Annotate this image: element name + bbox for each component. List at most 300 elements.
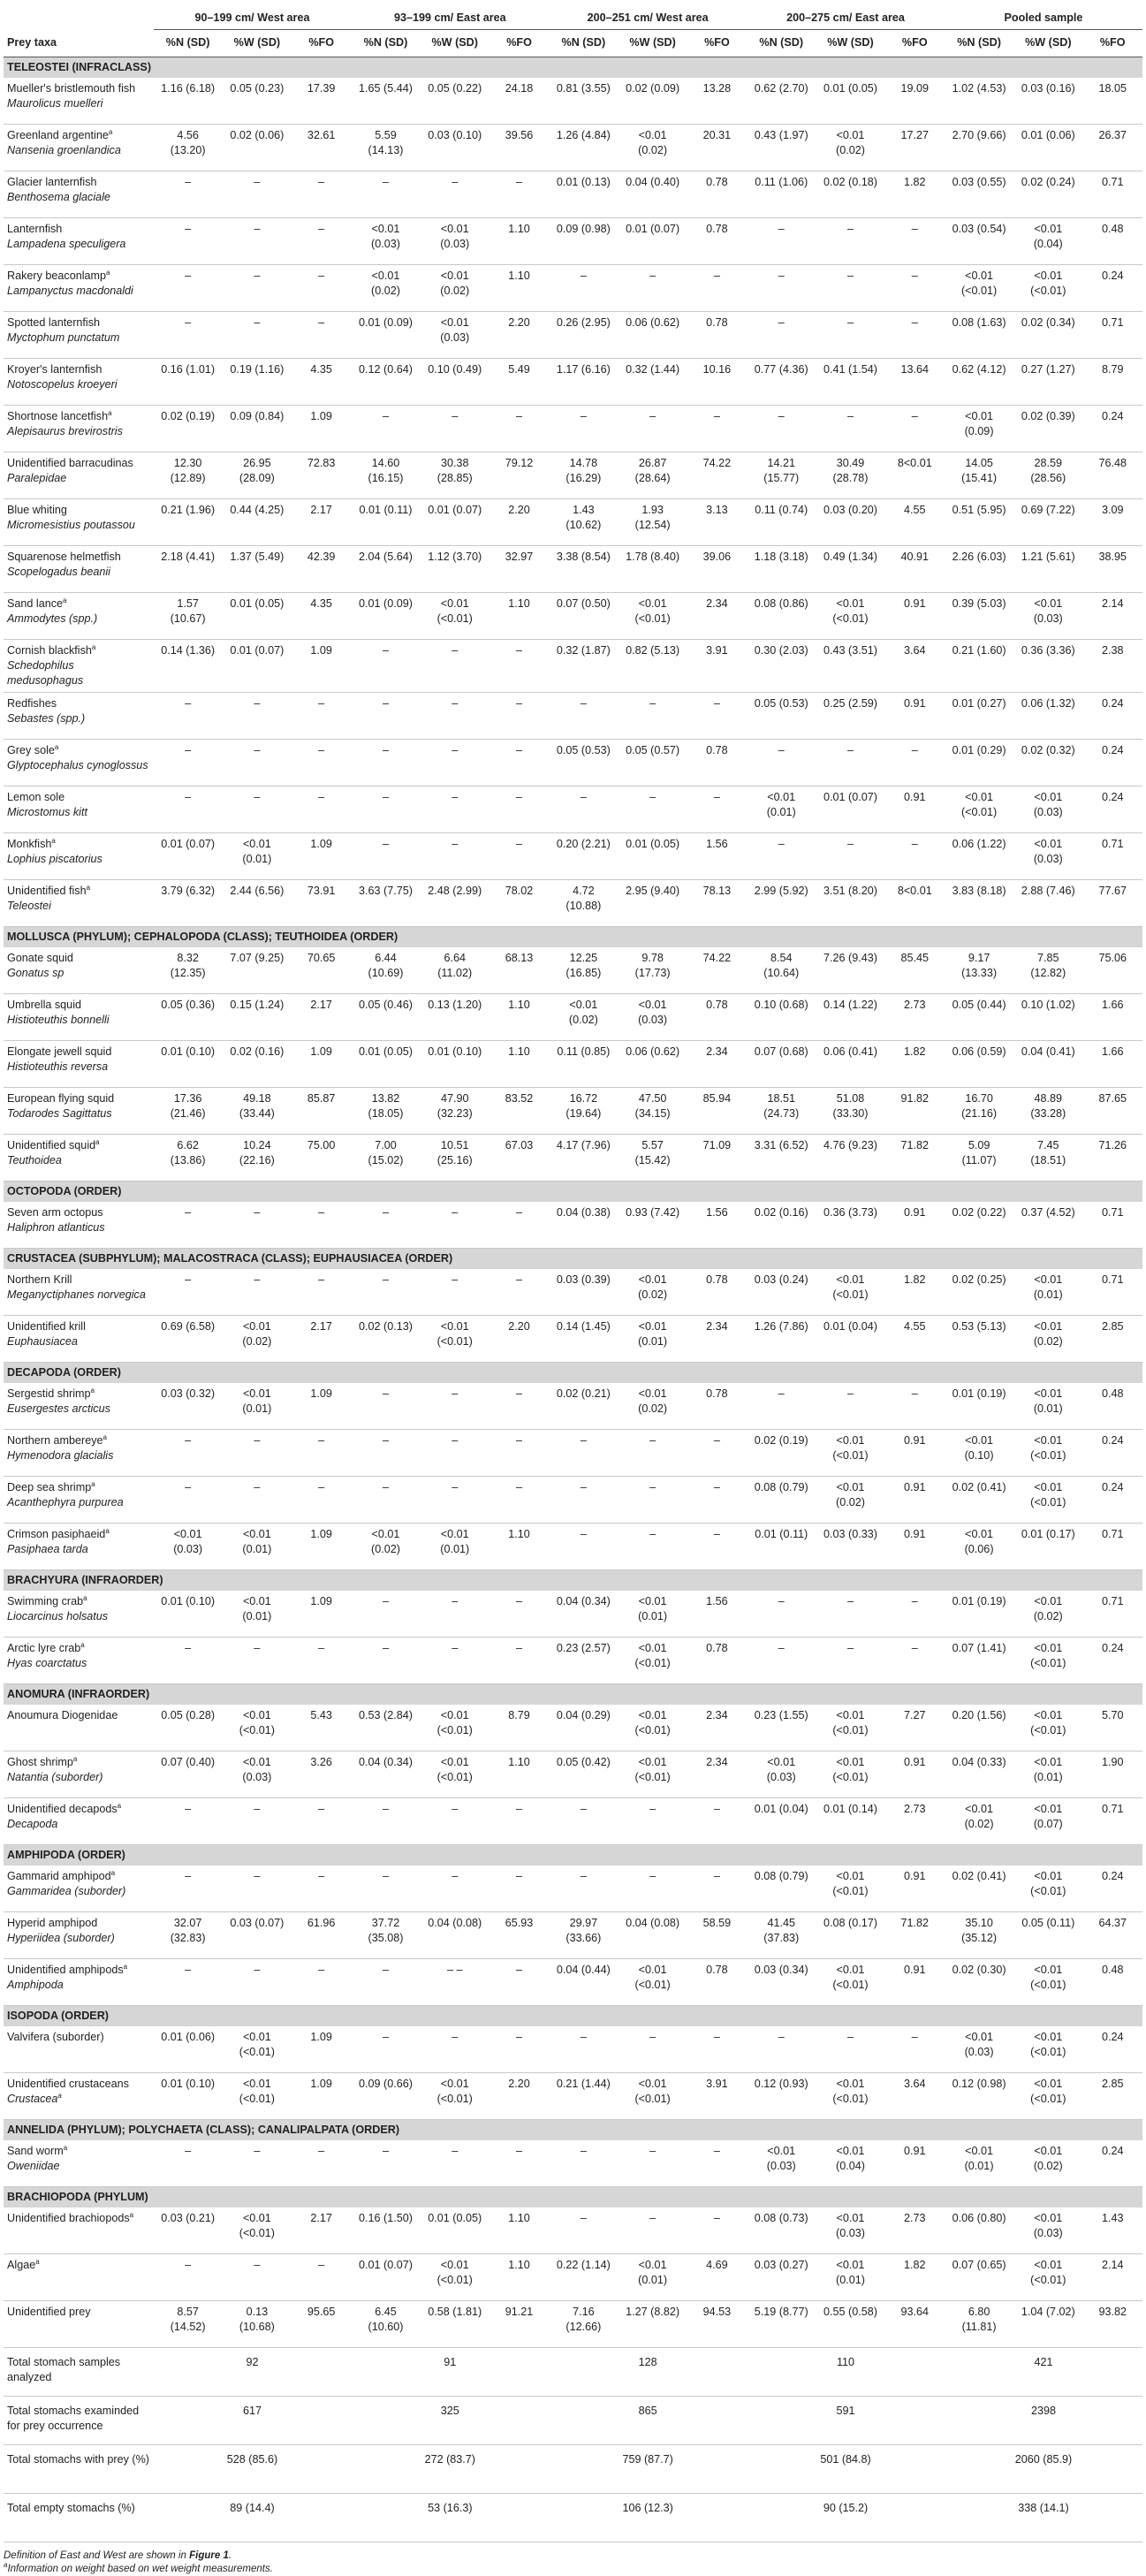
value-cell: <0.01 (0.01) [223, 1591, 292, 1638]
value-cell: 76.48 [1082, 452, 1142, 499]
value-cell: 71.82 [885, 1135, 945, 1182]
value-cell: 0.71 [1082, 1591, 1142, 1638]
value-cell: 0.02 (0.39) [1013, 406, 1082, 452]
value-cell: 0.91 [885, 1752, 945, 1798]
value-cell: 0.06 (0.59) [945, 1041, 1013, 1088]
value-cell: 1.27 (8.82) [618, 2301, 687, 2348]
value-cell: – [490, 1430, 549, 1477]
value-cell: – [747, 218, 816, 265]
scientific-name: Nansenia groenlandica [7, 144, 121, 156]
value-cell: 30.49 (28.78) [816, 452, 884, 499]
value-cell: 0.13 (1.20) [421, 994, 490, 1041]
value-cell: 0.01 (0.05) [618, 833, 687, 880]
prey-taxon-cell [4, 499, 154, 546]
value-cell: 0.09 (0.66) [351, 2073, 420, 2120]
scientific-name: Meganyctiphanes norvegica [7, 1288, 146, 1301]
value-cell: 77.67 [1082, 880, 1142, 927]
value-cell: <0.01 (0.09) [945, 406, 1013, 452]
value-cell: 0.01 (0.09) [351, 312, 420, 359]
footnote-marker: a [72, 1754, 78, 1763]
value-cell: 0.04 (0.40) [618, 171, 687, 218]
value-cell: 0.08 (0.86) [747, 593, 816, 640]
table-row [4, 499, 1142, 546]
value-cell: <0.01 (<0.01) [1013, 2073, 1082, 2120]
value-cell: – [747, 1638, 816, 1684]
value-cell: <0.01 (0.02) [618, 125, 687, 171]
value-cell: <0.01 (0.03) [421, 218, 490, 265]
value-cell: – [618, 265, 687, 312]
value-cell: 0.71 [1082, 1798, 1142, 1845]
value-cell: – [618, 2207, 687, 2254]
value-cell: 0.01 (0.13) [549, 171, 618, 218]
value-cell: 0.02 (0.32) [1013, 740, 1082, 786]
value-cell: 0.14 (1.22) [816, 994, 884, 1041]
value-cell: 0.06 (1.22) [945, 833, 1013, 880]
value-cell: <0.01 (0.01) [223, 1524, 292, 1570]
value-cell: 0.01 (0.11) [351, 499, 420, 546]
value-cell: <0.01 (<0.01) [618, 1638, 687, 1684]
totals-value: 501 (84.8) [747, 2445, 945, 2494]
group-header: 90–199 cm/ West area [154, 5, 352, 30]
footnote-a: $^a$Information on weight based on wet weight measurements. [4, 2561, 273, 2574]
value-cell: – [490, 1959, 549, 2006]
value-cell: 0.12 (0.93) [747, 2073, 816, 2120]
value-cell: <0.01 (0.02) [549, 994, 618, 1041]
common-name: Kroyer's lanternfish [7, 363, 102, 376]
value-cell: 2.17 [292, 2207, 351, 2254]
value-cell: – [421, 2026, 490, 2073]
footnote-marker: a [110, 1868, 116, 1877]
value-cell: <0.01 (<0.01) [421, 2254, 490, 2301]
table-row [4, 2207, 1142, 2254]
value-cell: 0.24 [1082, 693, 1142, 740]
value-cell: <0.01 (0.07) [1013, 1798, 1082, 1845]
value-cell: – [885, 2026, 945, 2073]
value-cell: 30.38 (28.85) [421, 452, 490, 499]
value-cell: 32.61 [292, 125, 351, 171]
value-cell: <0.01 (0.01) [747, 786, 816, 833]
value-cell: 79.12 [490, 452, 549, 499]
section-title: BRACHYURA (INFRAORDER) [4, 1570, 1142, 1592]
value-cell: 1.66 [1082, 994, 1142, 1041]
value-cell: 0.02 (0.18) [816, 171, 884, 218]
value-cell: 0.91 [885, 1477, 945, 1524]
section-header-row [4, 1570, 1142, 1592]
value-cell: 1.43 [1082, 2207, 1142, 2254]
value-cell: – [223, 171, 292, 218]
value-cell: 1.10 [490, 994, 549, 1041]
scientific-name: Gonatus sp [7, 967, 65, 979]
value-cell: – [618, 2140, 687, 2187]
value-cell: 0.02 (0.16) [747, 1202, 816, 1249]
value-cell: 1.78 (8.40) [618, 546, 687, 593]
value-cell: – [351, 740, 420, 786]
value-cell: 0.11 (1.06) [747, 171, 816, 218]
value-cell: – [490, 1383, 549, 1430]
value-cell: 0.24 [1082, 2140, 1142, 2187]
value-cell: 0.91 [885, 1524, 945, 1570]
value-cell: 14.05 (15.41) [945, 452, 1013, 499]
value-cell: 2.17 [292, 499, 351, 546]
value-cell: 0.01 (0.29) [945, 740, 1013, 786]
value-cell: – [351, 786, 420, 833]
value-cell: 0.03 (0.07) [223, 1912, 292, 1959]
value-cell: <0.01 (0.01) [618, 1591, 687, 1638]
value-cell: <0.01 (0.02) [1013, 2140, 1082, 2187]
common-name: Seven arm octopus [7, 1206, 103, 1219]
prey-taxon-cell [4, 1798, 154, 1845]
value-cell: – [351, 1202, 420, 1249]
value-cell: <0.01 (0.02) [945, 1798, 1013, 1845]
value-cell: – [292, 1798, 351, 1845]
footnote-marker: a [91, 642, 96, 651]
value-cell: <0.01 (0.03) [421, 312, 490, 359]
table-row [4, 1430, 1142, 1477]
section-header-row [4, 1684, 1142, 1706]
value-cell: 9.78 (17.73) [618, 947, 687, 994]
table-row [4, 1135, 1142, 1182]
value-cell: 0.05 (0.44) [945, 994, 1013, 1041]
value-cell: 4.72 (10.88) [549, 880, 618, 927]
value-cell: 0.04 (0.08) [421, 1912, 490, 1959]
value-cell: 61.96 [292, 1912, 351, 1959]
value-cell: <0.01 (0.02) [351, 1524, 420, 1570]
value-cell: 0.91 [885, 2140, 945, 2187]
value-cell: 17.36 (21.46) [154, 1088, 223, 1135]
value-cell: 0.71 [1082, 312, 1142, 359]
value-cell: 0.07 (0.65) [945, 2254, 1013, 2301]
value-cell: – [490, 2140, 549, 2187]
scientific-name: Haliphron atlanticus [7, 1221, 105, 1234]
table-row [4, 833, 1142, 880]
table-row [4, 1798, 1142, 1845]
value-cell: 2.17 [292, 1316, 351, 1363]
value-cell: – [421, 640, 490, 693]
common-name: Crimson pasiphaeid$^a$ [7, 1526, 110, 1540]
value-cell: – [687, 1430, 747, 1477]
section-header-row [4, 1363, 1142, 1384]
value-cell: 6.45 (10.60) [351, 2301, 420, 2348]
value-cell: 49.18 (33.44) [223, 1088, 292, 1135]
value-cell: 29.97 (33.66) [549, 1912, 618, 1959]
common-name: Glacier lanternfish [7, 176, 97, 188]
value-cell: 71.26 [1082, 1135, 1142, 1182]
value-cell: <0.01 (0.03) [816, 2207, 884, 2254]
value-cell: 0.78 [687, 1959, 747, 2006]
footnote-marker: a [54, 742, 59, 751]
footnote-marker: a [86, 883, 91, 892]
value-cell: – [490, 693, 549, 740]
column-header: %FO [506, 36, 532, 49]
value-cell: 8.79 [490, 1705, 549, 1752]
value-cell: <0.01 (<0.01) [1013, 265, 1082, 312]
value-cell: – [421, 171, 490, 218]
prey-taxon-cell [4, 406, 154, 452]
value-cell: 78.13 [687, 880, 747, 927]
value-cell: 3.31 (6.52) [747, 1135, 816, 1182]
value-cell: 0.08 (0.73) [747, 2207, 816, 2254]
value-cell: 0.01 (0.09) [351, 593, 420, 640]
totals-value: 91 [351, 2348, 549, 2397]
value-cell: 91.21 [490, 2301, 549, 2348]
value-cell: – [154, 312, 223, 359]
totals-value: 617 [154, 2397, 352, 2445]
value-cell: – [223, 1477, 292, 1524]
footnote-marker: a [117, 1801, 122, 1810]
table-row [4, 994, 1142, 1041]
value-cell: 0.39 (5.03) [945, 593, 1013, 640]
section-header-row [4, 2187, 1142, 2208]
value-cell: 0.20 (1.56) [945, 1705, 1013, 1752]
value-cell: 0.02 (0.34) [1013, 312, 1082, 359]
value-cell: 7.00 (15.02) [351, 1135, 420, 1182]
value-cell: – [292, 312, 351, 359]
value-cell: 1.09 [292, 1383, 351, 1430]
value-cell: 1.56 [687, 833, 747, 880]
value-cell: 4.76 (9.23) [816, 1135, 884, 1182]
totals-label: Total stomach samples analyzed [4, 2348, 154, 2397]
value-cell: 1.26 (4.84) [549, 125, 618, 171]
value-cell: 0.01 (0.05) [351, 1041, 420, 1088]
common-name: Mueller's bristlemouth fish [7, 82, 136, 95]
value-cell: <0.01 (0.01) [1013, 1269, 1082, 1316]
value-cell: 4.35 [292, 593, 351, 640]
value-cell: 0.12 (0.64) [351, 359, 420, 406]
common-name: Lanternfish [7, 223, 63, 235]
value-cell: 0.01 (0.05) [816, 78, 884, 125]
totals-row [4, 2348, 1142, 2397]
value-cell: – [292, 218, 351, 265]
value-cell: 5.57 (15.42) [618, 1135, 687, 1182]
value-cell: – [885, 833, 945, 880]
totals-label: Total stomachs with prey (%) [4, 2445, 154, 2494]
prey-taxon-cell [4, 1524, 154, 1570]
value-cell: <0.01 (0.02) [618, 1383, 687, 1430]
value-cell: – [351, 406, 420, 452]
value-cell: 3.38 (8.54) [549, 546, 618, 593]
table-row [4, 1316, 1142, 1363]
value-cell: 4.17 (7.96) [549, 1135, 618, 1182]
value-cell: 0.08 (1.63) [945, 312, 1013, 359]
value-cell: 1.10 [490, 1752, 549, 1798]
value-cell: 0.11 (0.74) [747, 499, 816, 546]
table-row [4, 786, 1142, 833]
value-cell: – [154, 1477, 223, 1524]
value-cell: – [549, 1524, 618, 1570]
value-cell: 0.24 [1082, 1638, 1142, 1684]
value-cell: 0.05 (0.42) [549, 1752, 618, 1798]
value-cell: <0.01 (<0.01) [618, 593, 687, 640]
value-cell: – [687, 1798, 747, 1845]
scientific-name: Benthosema glaciale [7, 191, 110, 203]
value-cell: 42.39 [292, 546, 351, 593]
value-cell: – [292, 2140, 351, 2187]
value-cell: 0.01 (0.07) [223, 640, 292, 693]
value-cell: – [223, 312, 292, 359]
value-cell: – [618, 1430, 687, 1477]
value-cell: 47.50 (34.15) [618, 1088, 687, 1135]
value-cell: – [816, 1591, 884, 1638]
value-cell: 0.01 (0.10) [154, 1041, 223, 1088]
prey-taxon-cell [4, 1316, 154, 1363]
value-cell: 3.64 [885, 2073, 945, 2120]
footnote-marker: a [83, 1593, 87, 1602]
value-cell: 0.53 (5.13) [945, 1316, 1013, 1363]
value-cell: 0.01 (0.07) [816, 786, 884, 833]
value-cell: – [549, 2140, 618, 2187]
table-row [4, 593, 1142, 640]
scientific-name: Oweniidae [7, 2160, 60, 2172]
value-cell: – [618, 406, 687, 452]
value-cell: 65.93 [490, 1912, 549, 1959]
value-cell: – [549, 406, 618, 452]
table-row [4, 1866, 1142, 1912]
value-cell: 0.08 (0.17) [816, 1912, 884, 1959]
value-cell: – [687, 2026, 747, 2073]
table-row [4, 125, 1142, 171]
table-row [4, 1705, 1142, 1752]
value-cell: – [687, 1866, 747, 1912]
value-cell: <0.01 (0.02) [618, 1269, 687, 1316]
value-cell: – [816, 312, 884, 359]
value-cell: 0.24 [1082, 1866, 1142, 1912]
totals-value: 90 (15.2) [747, 2494, 945, 2542]
value-cell: 0.09 (0.98) [549, 218, 618, 265]
value-cell: 0.78 [687, 218, 747, 265]
section-title: MOLLUSCA (PHYLUM); CEPHALOPODA (CLASS); TEUTHOIDEA (ORDER) [4, 927, 1142, 948]
value-cell: – [618, 1798, 687, 1845]
value-cell: – [351, 2026, 420, 2073]
value-cell: 0.91 [885, 786, 945, 833]
value-cell: 0.53 (2.84) [351, 1705, 420, 1752]
scientific-name: Paralepidae [7, 472, 67, 484]
table-row [4, 1383, 1142, 1430]
table-row [4, 2073, 1142, 2120]
value-cell: 37.72 (35.08) [351, 1912, 420, 1959]
value-cell: – [816, 740, 884, 786]
value-cell: <0.01 (0.02) [816, 125, 884, 171]
value-cell: – [421, 1430, 490, 1477]
value-cell: 0.03 (0.10) [421, 125, 490, 171]
value-cell: 0.48 [1082, 1383, 1142, 1430]
value-cell: 0.44 (4.25) [223, 499, 292, 546]
value-cell: 1.56 [687, 1202, 747, 1249]
prey-taxon-cell [4, 1866, 154, 1912]
group-header: 200–275 cm/ East area [747, 5, 945, 30]
value-cell: – [549, 1430, 618, 1477]
table-row [4, 2140, 1142, 2187]
value-cell: – [292, 786, 351, 833]
value-cell: 71.82 [885, 1912, 945, 1959]
value-cell: 0.02 (0.19) [154, 406, 223, 452]
value-cell: 0.78 [687, 1638, 747, 1684]
value-cell: 3.13 [687, 499, 747, 546]
value-cell: 0.12 (0.98) [945, 2073, 1013, 2120]
value-cell: – [421, 1477, 490, 1524]
value-cell: 2.73 [885, 2207, 945, 2254]
footnote-marker: a [51, 836, 56, 845]
value-cell: 6.44 (10.69) [351, 947, 420, 994]
value-cell: 0.01 (0.05) [421, 2207, 490, 2254]
value-cell: – [549, 2207, 618, 2254]
common-name: Cornish blackfish$^a$ [7, 642, 96, 657]
value-cell: 0.01 (0.14) [816, 1798, 884, 1845]
value-cell: – [490, 1269, 549, 1316]
value-cell: 0.01 (0.17) [1013, 1524, 1082, 1570]
value-cell: – [351, 171, 420, 218]
section-header-row [4, 57, 1142, 79]
group-header: 200–251 cm/ West area [549, 5, 747, 30]
value-cell: – [351, 1866, 420, 1912]
prey-taxon-cell [4, 2140, 154, 2187]
table-row [4, 740, 1142, 786]
value-cell: 2.85 [1082, 1316, 1142, 1363]
value-cell: 0.69 (7.22) [1013, 499, 1082, 546]
common-name: Arctic lyre crab$^a$ [7, 1640, 85, 1654]
value-cell: – [885, 312, 945, 359]
value-cell: <0.01 (<0.01) [618, 1959, 687, 2006]
value-cell: 0.04 (0.34) [351, 1752, 420, 1798]
value-cell: 74.22 [687, 947, 747, 994]
value-cell: – [618, 2026, 687, 2073]
value-cell: – [687, 2207, 747, 2254]
value-cell: 0.58 (1.81) [421, 2301, 490, 2348]
value-cell: 0.03 (0.27) [747, 2254, 816, 2301]
value-cell: 0.30 (2.03) [747, 640, 816, 693]
value-cell: – [421, 2140, 490, 2187]
value-cell: 2.73 [885, 1798, 945, 1845]
scientific-name: Natantia (suborder) [7, 1771, 103, 1783]
value-cell: 0.25 (2.59) [816, 693, 884, 740]
totals-value: 865 [549, 2397, 747, 2445]
table-row [4, 1041, 1142, 1088]
totals-value: 528 (85.6) [154, 2445, 352, 2494]
value-cell: 0.02 (0.09) [618, 78, 687, 125]
value-cell: 0.01 (0.04) [747, 1798, 816, 1845]
value-cell: 0.01 (0.06) [154, 2026, 223, 2073]
value-cell: <0.01 (0.01) [1013, 1752, 1082, 1798]
prey-taxon-cell [4, 740, 154, 786]
value-cell: 0.36 (3.73) [816, 1202, 884, 1249]
common-name: Spotted lanternfish [7, 316, 101, 329]
value-cell: 0.78 [687, 994, 747, 1041]
value-cell: – [292, 1269, 351, 1316]
value-cell: – [687, 2140, 747, 2187]
value-cell: 0.02 (0.24) [1013, 171, 1082, 218]
value-cell: 0.06 (0.80) [945, 2207, 1013, 2254]
prey-taxon-cell [4, 312, 154, 359]
value-cell: 0.78 [687, 171, 747, 218]
value-cell: 70.65 [292, 947, 351, 994]
value-cell: – [747, 740, 816, 786]
value-cell: – [618, 693, 687, 740]
prey-taxon-cell [4, 218, 154, 265]
scientific-name: Micromesistius poutassou [7, 519, 135, 531]
value-cell: – [687, 786, 747, 833]
scientific-name: Ammodytes (spp.) [7, 612, 98, 625]
section-header-row [4, 927, 1142, 948]
value-cell: <0.01 (<0.01) [223, 2026, 292, 2073]
section-header-row [4, 1845, 1142, 1866]
value-cell: 0.22 (1.14) [549, 2254, 618, 2301]
footnote-marker: a [108, 408, 112, 417]
value-cell: – [816, 406, 884, 452]
value-cell: <0.01 (0.04) [816, 2140, 884, 2187]
value-cell: 17.39 [292, 78, 351, 125]
value-cell: 0.05 (0.28) [154, 1705, 223, 1752]
value-cell: 1.16 (6.18) [154, 78, 223, 125]
value-cell: – [292, 693, 351, 740]
